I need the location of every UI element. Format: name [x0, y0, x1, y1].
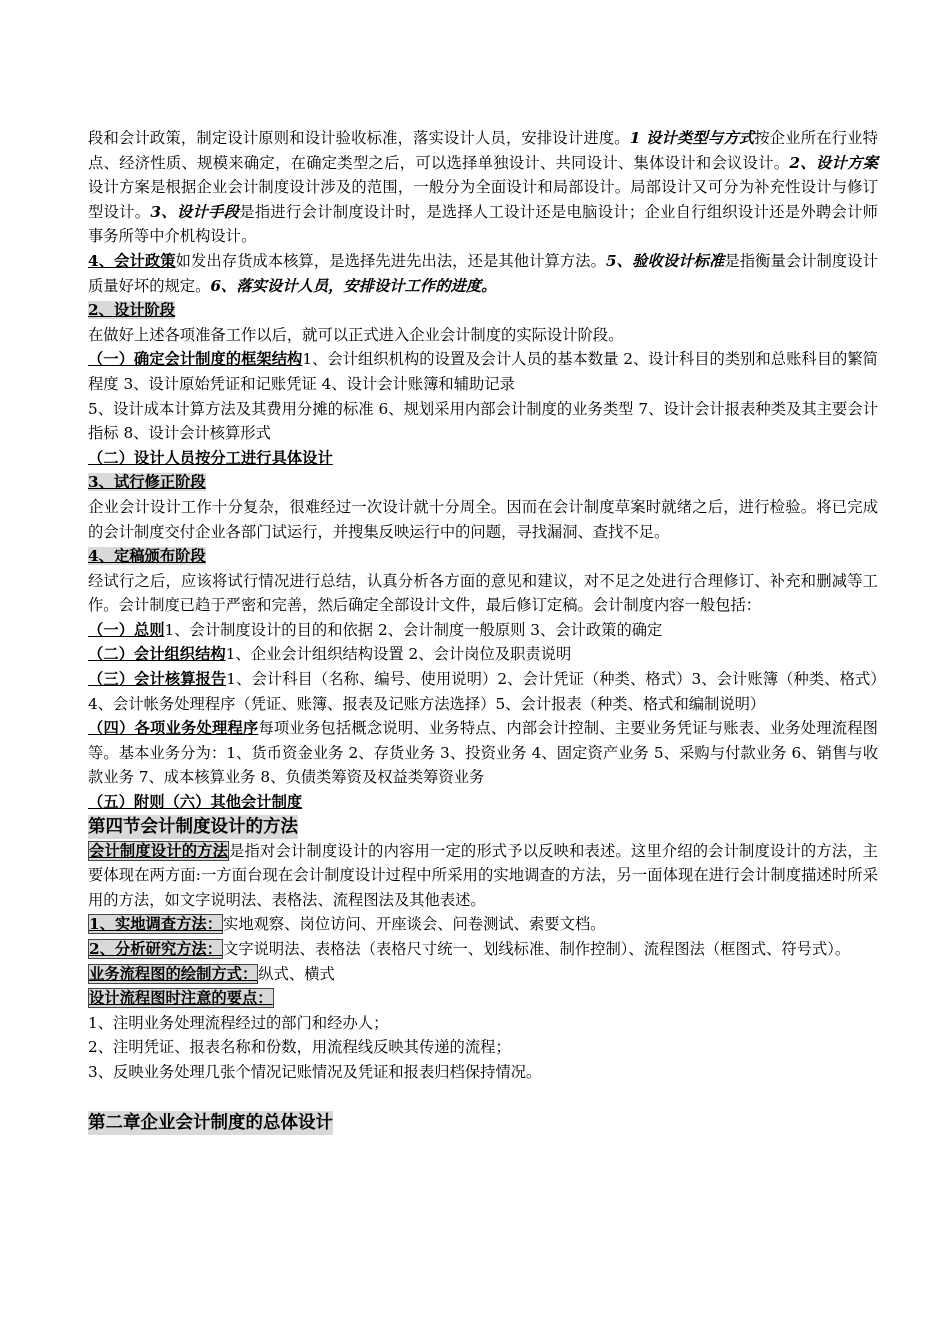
- method-4: [88, 986, 878, 1011]
- text: 段和会计政策，制定设计原则和设计验收标准，落实设计人员，安排设计进度。: [88, 129, 630, 147]
- stage-3-text: 企业会计设计工作十分复杂，很难经过一次设计就十分周全。因而在会计制度草案时就绪之后，进行检验。将已完成的会计制度交付企业各部门试运行，并搜集反映运行中的问题，寻找漏洞、查找不足。: [88, 497, 878, 541]
- text: 1、会计组织机构的设置及会计人员的基本数量 2、设计科目的类别和总账科目的繁简程度 3、设计原始凭证和记账凭证 4、设计会计账簿和辅助记录: [88, 350, 878, 393]
- text: 每项业务包括概念说明、业务特点、内部会计控制、主要业务凭证与账表、业务处理流程图等。基本业务分为：1、货币资金业务 2、存货业务 3、投资业务 4、固定资产业务 5、采购与付款业务 6、销售与收款业务 7、成本核算业务 8、负债类筹资及权益类筹资业务: [88, 719, 878, 787]
- section-title: 第四节会计制度设计的方法: [88, 816, 298, 837]
- text: 是指衡量会计制度设计质量好坏的规定。: [88, 251, 878, 295]
- method-definition: [88, 839, 878, 913]
- content-item-4: [88, 716, 878, 790]
- paragraph-policy: [88, 249, 878, 298]
- item-heading: （二）设计人员按分工进行具体设计: [88, 448, 333, 467]
- item-heading: （五）附则（六）其他会计制度: [88, 793, 303, 812]
- text: 实地观察、岗位访问、开座谈会、问卷测试、索要文档。: [223, 915, 606, 934]
- heading-text: 3、试行修正阶段: [88, 473, 206, 492]
- content-item-1: [88, 618, 878, 643]
- text: 文字说明法、表格法（表格尺寸统一、划线标准、制作控制）、流程图法（框图式、符号式）。: [223, 940, 851, 958]
- inline-heading: 6、落实设计人员，安排设计工作的进度。: [210, 276, 497, 295]
- document-page: [88, 126, 878, 1135]
- stage-4-text: 经试行之后，应该将试行情况进行总结，认真分析各方面的意见和建议，对不足之处进行合理修订、补充和删减等工作。会计制度已趋于严密和完善，然后确定全部设计文件，最后修订定稿。会计制度内容一般包括：: [88, 571, 878, 615]
- highlighted-term: 2、分析研究方法：: [89, 940, 223, 958]
- paragraph-design-preparation: [88, 126, 878, 249]
- inline-heading: 3、设计手段: [150, 202, 240, 221]
- item-heading: （一）确定会计制度的框架结构: [88, 350, 303, 369]
- method-2: [88, 937, 878, 962]
- method-3: [88, 962, 878, 987]
- text: 是指对会计制度设计的内容用一定的形式予以反映和表述。这里介绍的会计制度设计的方法，主要体现在两方面:一方面台现在会计制度设计过程中所采用的实地调查的方法，另一面体现在进行会计制度描述时所采用的方法，如文字说明法、表格法、流程图法及其他表述。: [88, 841, 878, 909]
- heading-stage-3: [88, 470, 878, 495]
- text: 纵式、横式: [258, 964, 335, 983]
- item-heading: （三）会计核算报告: [88, 670, 227, 689]
- text: 是指进行会计制度设计时，是选择人工设计还是电脑设计；企业自行组织设计还是外聘会计师事务所等中介机构设计。: [88, 202, 878, 246]
- item-heading: （一）总则: [88, 620, 165, 639]
- content-item-5: [88, 790, 878, 815]
- highlighted-term: 设计流程图时注意的要点：: [89, 989, 273, 1008]
- heading-stage-2: [88, 298, 878, 323]
- inline-heading: 4、会计政策: [88, 251, 176, 270]
- point-3: 3、反映业务处理几张个情况记账情况及凭证和报表归档保持情况。: [88, 1062, 542, 1081]
- text: 1、会计制度设计的目的和依据 2、会计制度一般原则 3、会计政策的确定: [164, 620, 663, 639]
- inline-heading: 5、验收设计标准: [606, 251, 725, 270]
- inline-heading: 2、设计方案: [789, 153, 878, 172]
- heading-text: 4、定稿颁布阶段: [88, 547, 206, 566]
- item-heading: （二）会计组织结构: [88, 645, 226, 664]
- highlighted-term: 1、实地调查方法：: [89, 915, 223, 934]
- highlighted-term: 会计制度设计的方法: [89, 841, 229, 860]
- stage-2-item-1: [88, 347, 878, 396]
- text: 1、企业会计组织结构设置 2、会计岗位及职责说明: [225, 645, 572, 664]
- point-2: 2、注明凭证、报表名称和份数，用流程线反映其传递的流程；: [88, 1038, 511, 1057]
- highlighted-term: 业务流程图的绘制方式：: [89, 964, 258, 983]
- heading-text: 2、设计阶段: [88, 301, 176, 320]
- inline-heading: 1 设计类型与方式: [629, 129, 755, 147]
- stage-2-item-2: [88, 446, 878, 471]
- content-item-3: [88, 667, 878, 716]
- text: 如发出存货成本核算，是选择先进先出法，还是其他计算方法。: [175, 251, 606, 270]
- text: 设计方案是根据企业会计制度设计涉及的范围，一般分为全面设计和局部设计。局部设计又可分为补充性设计与修订型设计。: [88, 178, 878, 221]
- heading-stage-4: [88, 544, 878, 569]
- method-1: [88, 912, 878, 937]
- content-item-2: [88, 642, 878, 667]
- item-heading: （四）各项业务处理程序: [88, 719, 259, 738]
- stage-2-intro: 在做好上述各项准备工作以后，就可以正式进入企业会计制度的实际设计阶段。: [88, 325, 624, 344]
- point-1: 1、注明业务处理流程经过的部门和经办人；: [88, 1013, 389, 1032]
- chapter-title: 第二章企业会计制度的总体设计: [88, 1112, 333, 1133]
- text: 1、会计科目（名称、编号、使用说明）2、会计凭证（种类、格式）3、会计账簿（种类、格式）4、会计帐务处理程序（凭证、账簿、报表及记账方法选择）5、会计报表（种类、格式和编制说明）: [88, 670, 878, 713]
- stage-2-item-1-cont: 5、设计成本计算方法及其费用分摊的标准 6、规划采用内部会计制度的业务类型 7、设计会计报表种类及其主要会计指标 8、设计会计核算形式: [88, 399, 878, 443]
- text: 按企业所在行业特点、经济性质、规模来确定，在确定类型之后，可以选择单独设计、共同设计、集体设计和会议设计。: [88, 129, 878, 172]
